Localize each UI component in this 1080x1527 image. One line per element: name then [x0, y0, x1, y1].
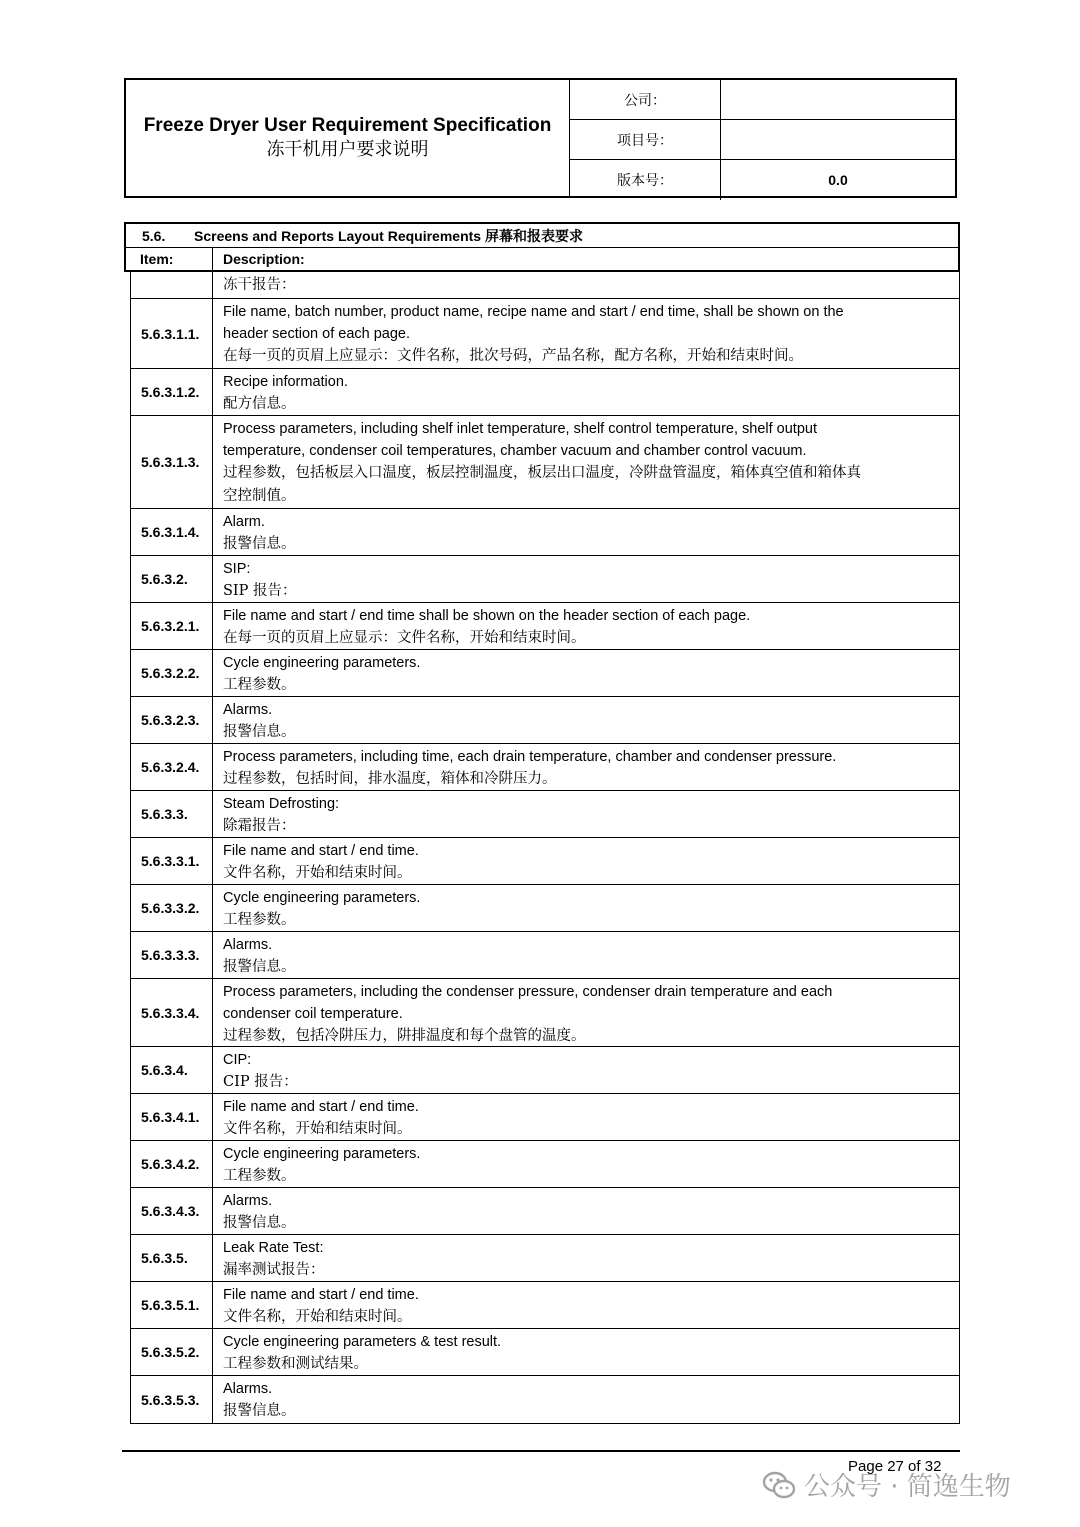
version-label: 版本号：	[570, 160, 721, 200]
description-cn-line: CIP 报告：	[223, 1074, 298, 1090]
table-row	[131, 368, 959, 415]
description-en-line: Process parameters, including the condenser pressure, condenser drain temperature and each	[223, 984, 833, 1000]
row-description	[213, 979, 959, 1046]
description-en-line: Process parameters, including shelf inlet temperature, shelf control temperature, shelf output	[223, 421, 817, 437]
description-cn-line: 除霜报告：	[223, 818, 296, 834]
description-cn-line: 文件名称，开始和结束时间。	[223, 1121, 412, 1137]
section-title: Screens and Reports Layout Requirements 屏幕和报表要求	[194, 227, 583, 244]
description-en-line: File name and start / end time.	[223, 843, 419, 859]
row-description	[213, 556, 959, 602]
version-row	[570, 160, 955, 200]
row-description	[213, 932, 959, 978]
project-number-value	[721, 120, 955, 159]
description-en-line: Alarms.	[223, 1193, 273, 1209]
row-item-number: 5.6.3.2.1.	[131, 603, 213, 649]
row-description	[213, 1141, 959, 1187]
description-en-line: Recipe information.	[223, 374, 348, 390]
description-cn-line: 空控制值。	[223, 488, 296, 504]
row-description	[213, 1047, 959, 1093]
description-en-line: Cycle engineering parameters & test result.	[223, 1334, 502, 1350]
description-en-line: header section of each page.	[223, 326, 411, 342]
description-cn-line: 过程参数，包括时间，排水温度，箱体和冷阱压力。	[223, 771, 557, 787]
table-row	[131, 1375, 959, 1423]
column-header-row	[126, 248, 958, 270]
table-row	[131, 931, 959, 978]
table-row	[131, 884, 959, 931]
version-value: 0.0	[828, 172, 848, 188]
description-cn-line: 报警信息。	[223, 959, 296, 975]
row-description	[213, 697, 959, 743]
row-description	[213, 744, 959, 790]
row-description	[213, 369, 959, 415]
row-item-number: 5.6.3.4.2.	[131, 1141, 213, 1187]
description-en-line: Process parameters, including time, each drain temperature, chamber and condenser pressure.	[223, 749, 837, 765]
table-row	[131, 837, 959, 884]
description-en-line: File name and start / end time.	[223, 1099, 419, 1115]
description-cn-line: 报警信息。	[223, 1403, 296, 1419]
row-item-number: 5.6.3.1.2.	[131, 369, 213, 415]
description-en-line: Cycle engineering parameters.	[223, 890, 421, 906]
table-row	[131, 1093, 959, 1140]
column-header-description: Description:	[223, 251, 305, 267]
row-item-number: 5.6.3.3.4.	[131, 979, 213, 1046]
table-row	[131, 1234, 959, 1281]
table-row	[131, 1140, 959, 1187]
description-en-line: File name and start / end time.	[223, 1287, 419, 1303]
table-row	[131, 1187, 959, 1234]
table-row	[131, 272, 959, 298]
row-item-number: 5.6.3.2.4.	[131, 744, 213, 790]
description-en-line: File name and start / end time shall be shown on the header section of each page.	[223, 608, 751, 624]
row-description	[213, 1094, 959, 1140]
description-cn-line: 文件名称，开始和结束时间。	[223, 1309, 412, 1325]
row-description	[213, 838, 959, 884]
row-description	[213, 1376, 959, 1423]
description-cn-line: 报警信息。	[223, 724, 296, 740]
row-item-number: 5.6.3.1.4.	[131, 509, 213, 555]
description-cn-line: 文件名称，开始和结束时间。	[223, 865, 412, 881]
requirements-table	[130, 272, 960, 1424]
description-en-line: Alarm.	[223, 514, 265, 530]
row-item-number: 5.6.3.1.3.	[131, 416, 213, 508]
table-row	[131, 978, 959, 1046]
document-header	[124, 78, 957, 198]
description-en-line: Cycle engineering parameters.	[223, 655, 421, 671]
description-en-line: Leak Rate Test:	[223, 1240, 324, 1256]
company-value	[721, 80, 955, 119]
row-description	[213, 1235, 959, 1281]
description-cn-line: 过程参数，包括板层入口温度，板层控制温度，板层出口温度，冷阱盘管温度，箱体真空值和箱体真	[223, 465, 861, 481]
description-cn-line: 过程参数，包括冷阱压力，阱排温度和每个盘管的温度。	[223, 1028, 586, 1044]
row-item-number: 5.6.3.2.3.	[131, 697, 213, 743]
description-en-line: SIP:	[223, 561, 251, 577]
table-row	[131, 298, 959, 368]
row-description	[213, 272, 959, 298]
description-en-line: condenser coil temperature.	[223, 1006, 403, 1022]
description-en-line: temperature, condenser coil temperatures, chamber vacuum and chamber control vacuum.	[223, 443, 807, 459]
description-cn-line: 报警信息。	[223, 1215, 296, 1231]
section-header	[124, 222, 960, 272]
row-description	[213, 509, 959, 555]
section-number: 5.6.	[142, 227, 166, 244]
row-item-number: 5.6.3.3.2.	[131, 885, 213, 931]
row-item-number: 5.6.3.3.	[131, 791, 213, 837]
document-info-block	[570, 80, 955, 196]
row-item-number: 5.6.3.1.1.	[131, 299, 213, 368]
description-cn-line: 工程参数。	[223, 1168, 296, 1184]
table-row	[131, 1328, 959, 1375]
row-description	[213, 1329, 959, 1375]
document-title-en: Freeze Dryer User Requirement Specification	[143, 115, 552, 136]
table-row	[131, 415, 959, 508]
row-description	[213, 299, 959, 368]
table-row	[131, 743, 959, 790]
page-number: Page 27 of 32	[848, 1458, 942, 1475]
description-en-line: CIP:	[223, 1052, 252, 1068]
description-cn-line: 冻干报告：	[223, 277, 296, 293]
document-title-block	[126, 80, 570, 196]
company-row	[570, 80, 955, 120]
description-en-line: Cycle engineering parameters.	[223, 1146, 421, 1162]
table-row	[131, 790, 959, 837]
row-item-number: 5.6.3.2.	[131, 556, 213, 602]
table-row	[131, 696, 959, 743]
watermark-text: 公众号 · 简逸生物	[804, 1472, 1011, 1502]
row-item-number: 5.6.3.3.3.	[131, 932, 213, 978]
row-item-number: 5.6.3.4.1.	[131, 1094, 213, 1140]
wechat-icon	[762, 1468, 796, 1502]
document-title-cn: 冻干机用户要求说明	[266, 139, 429, 160]
description-cn-line: 工程参数。	[223, 677, 296, 693]
table-row	[131, 649, 959, 696]
row-description	[213, 1188, 959, 1234]
description-cn-line: SIP 报告：	[223, 583, 297, 599]
description-cn-line: 配方信息。	[223, 396, 296, 412]
row-description	[213, 791, 959, 837]
column-header-item: Item:	[126, 248, 213, 270]
project-number-row	[570, 120, 955, 160]
row-description	[213, 885, 959, 931]
row-item-number: 5.6.3.3.1.	[131, 838, 213, 884]
watermark	[762, 1466, 1011, 1503]
description-en-line: Steam Defrosting:	[223, 796, 340, 812]
description-en-line: Alarms.	[223, 702, 273, 718]
table-row	[131, 508, 959, 555]
row-item-number: 5.6.3.5.2.	[131, 1329, 213, 1375]
row-item-number: 5.6.3.5.3.	[131, 1376, 213, 1423]
section-title-row	[126, 224, 958, 248]
row-description	[213, 1282, 959, 1328]
table-row	[131, 555, 959, 602]
description-cn-line: 在每一页的页眉上应显示：文件名称，开始和结束时间。	[223, 630, 586, 646]
row-item-number	[131, 272, 213, 298]
description-en-line: Alarms.	[223, 1381, 273, 1397]
row-item-number: 5.6.3.5.1.	[131, 1282, 213, 1328]
table-row	[131, 602, 959, 649]
row-item-number: 5.6.3.5.	[131, 1235, 213, 1281]
row-description	[213, 603, 959, 649]
row-description	[213, 416, 959, 508]
description-cn-line: 漏率测试报告：	[223, 1262, 325, 1278]
description-en-line: Alarms.	[223, 937, 273, 953]
row-item-number: 5.6.3.4.3.	[131, 1188, 213, 1234]
description-cn-line: 在每一页的页眉上应显示：文件名称，批次号码，产品名称，配方名称，开始和结束时间。	[223, 348, 803, 364]
footer-divider	[122, 1450, 960, 1452]
table-row	[131, 1281, 959, 1328]
company-label: 公司：	[570, 80, 721, 119]
description-cn-line: 报警信息。	[223, 536, 296, 552]
row-item-number: 5.6.3.2.2.	[131, 650, 213, 696]
table-row	[131, 1046, 959, 1093]
description-en-line: File name, batch number, product name, recipe name and start / end time, shall be shown on the	[223, 304, 844, 320]
description-cn-line: 工程参数。	[223, 912, 296, 928]
description-cn-line: 工程参数和测试结果。	[223, 1356, 368, 1372]
row-item-number: 5.6.3.4.	[131, 1047, 213, 1093]
project-number-label: 项目号：	[570, 120, 721, 159]
row-description	[213, 650, 959, 696]
